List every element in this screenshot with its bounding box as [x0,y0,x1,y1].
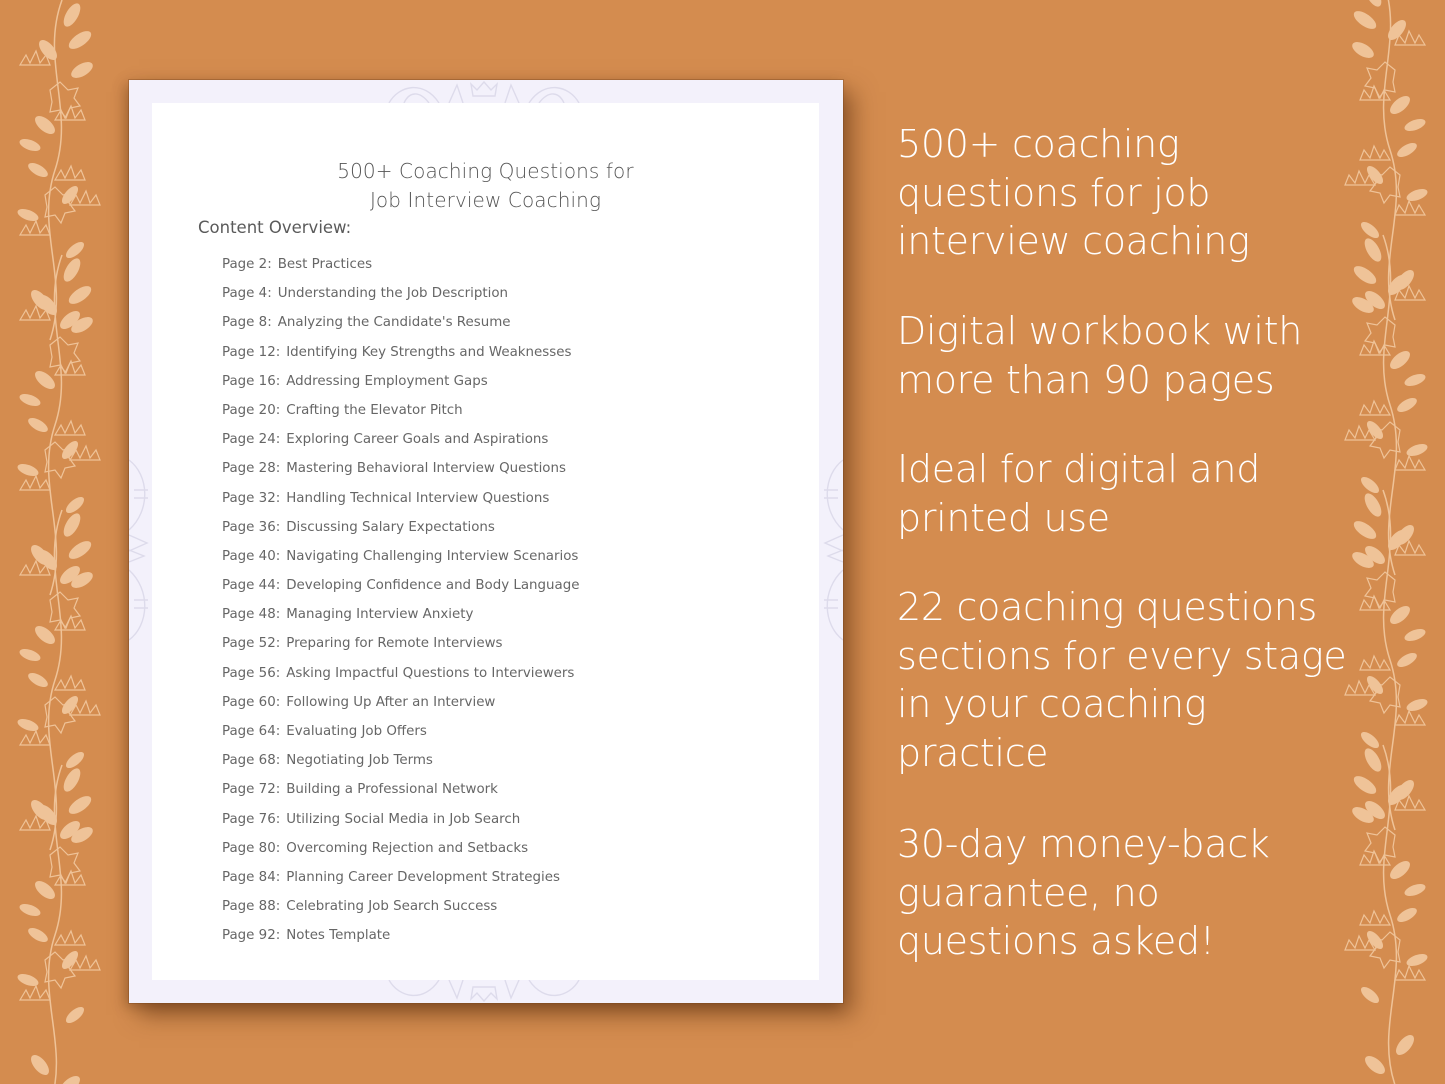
toc-page-number: Page 28: [222,461,281,477]
toc-page-number: Page 84: [222,869,281,885]
feature-question-count [897,120,1250,266]
toc-page-number: Page 16: [222,373,281,389]
toc-item [222,284,579,313]
toc-title: Overcoming Rejection and Setbacks [286,840,529,856]
feature-line: 30-day money-back [897,822,1270,866]
toc-page-number: Page 44: [222,578,281,594]
floral-vine-left-icon [0,0,120,1084]
toc-title: Addressing Employment Gaps [286,373,488,389]
toc-page-number: Page 68: [222,753,281,769]
toc-title: Asking Impactful Questions to Interviewers [286,665,575,681]
feature-line: more than 90 pages [897,357,1275,402]
feature-line: Digital workbook with [897,309,1302,353]
feature-line: in your coaching [897,682,1207,726]
feature-usage [897,445,1260,542]
toc-page-number: Page 76: [222,811,281,827]
toc-title: Analyzing the Candidate's Resume [277,315,511,331]
feature-line: practice [897,730,1049,775]
toc-page-number: Page 12: [222,344,281,360]
toc-item [222,868,579,897]
document-page [129,80,843,1003]
document-content [152,103,819,980]
feature-line: questions for job [897,170,1211,215]
toc-item [222,693,579,722]
toc-page-number: Page 36: [222,519,281,535]
toc-title: Building a Professional Network [286,782,498,798]
toc-page-number: Page 56: [222,665,281,681]
toc-title: Planning Career Development Strategies [286,869,560,885]
toc-item [222,459,579,488]
feature-line: interview coaching [897,219,1250,263]
toc-item [222,605,579,634]
document-title-line-2: Job Interview Coaching [369,188,602,212]
toc-title: Preparing for Remote Interviews [286,636,503,652]
toc-title: Notes Template [286,928,391,944]
toc-page-number: Page 60: [222,694,281,710]
toc-title: Exploring Career Goals and Aspirations [286,432,549,448]
table-of-contents [222,255,579,956]
toc-page-number: Page 72: [222,782,281,798]
feature-line: printed use [897,495,1110,540]
toc-title: Negotiating Job Terms [286,753,433,769]
toc-item [222,372,579,401]
feature-line: guarantee, no [897,870,1160,915]
toc-item [222,518,579,547]
feature-line: sections for every stage [897,633,1347,678]
content-overview-heading: Content Overview: [198,218,352,237]
toc-item [222,810,579,839]
toc-page-number: Page 48: [222,607,281,623]
toc-page-number: Page 40: [222,548,281,564]
toc-page-number: Page 24: [222,432,281,448]
toc-page-number: Page 92: [222,928,281,944]
toc-item [222,664,579,693]
feature-line: questions asked! [897,919,1215,963]
toc-title: Discussing Salary Expectations [286,519,495,535]
floral-vine-right-icon [1335,0,1445,1084]
toc-item [222,780,579,809]
document-title [152,157,819,215]
toc-item [222,751,579,780]
toc-page-number: Page 80: [222,840,281,856]
feature-sections [897,583,1346,777]
toc-item [222,576,579,605]
toc-item [222,722,579,751]
document-title-line-1: 500+ Coaching Questions for [337,159,634,183]
feature-page-count [897,307,1302,404]
feature-line: Ideal for digital and [897,447,1261,491]
mandala-bottom-icon [379,980,589,1003]
toc-title: Identifying Key Strengths and Weaknesses [286,344,572,360]
toc-title: Understanding the Job Description [277,286,509,302]
toc-page-number: Page 4: [222,286,272,302]
toc-title: Managing Interview Anxiety [286,607,474,623]
toc-item [222,926,579,955]
toc-page-number: Page 88: [222,899,281,915]
toc-item [222,430,579,459]
toc-page-number: Page 2: [222,257,272,272]
toc-item [222,401,579,430]
toc-title: Celebrating Job Search Success [286,899,498,915]
toc-page-number: Page 8: [222,315,272,331]
feature-line: 500+ coaching [897,122,1180,166]
toc-title: Mastering Behavioral Interview Questions [286,461,566,477]
mandala-top-icon [379,80,589,103]
toc-item [222,255,579,284]
toc-page-number: Page 64: [222,724,281,739]
toc-title: Crafting the Elevator Pitch [286,402,463,418]
mandala-right-icon [820,450,843,650]
toc-item [222,897,579,926]
toc-item [222,839,579,868]
toc-item [222,547,579,576]
toc-item [222,313,579,342]
toc-item [222,489,579,518]
toc-title: Handling Technical Interview Questions [286,490,550,506]
toc-title: Utilizing Social Media in Job Search [286,811,521,827]
feature-line: 22 coaching questions [897,585,1318,629]
toc-item [222,634,579,663]
toc-page-number: Page 20: [222,402,281,418]
toc-title: Best Practices [277,257,373,272]
mandala-left-icon [129,450,152,650]
toc-title: Following Up After an Interview [286,694,496,710]
toc-page-number: Page 32: [222,490,281,506]
toc-title: Developing Confidence and Body Language [286,578,580,594]
toc-item [222,343,579,372]
toc-title: Evaluating Job Offers [286,724,427,739]
toc-title: Navigating Challenging Interview Scenarios [286,548,579,564]
toc-page-number: Page 52: [222,636,281,652]
feature-guarantee [897,820,1270,966]
